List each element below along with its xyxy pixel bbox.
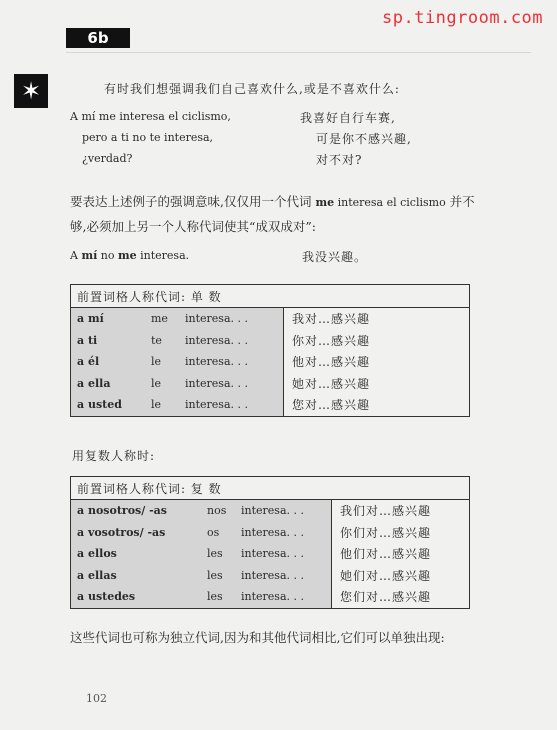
translation: 他对…感兴趣 [284, 351, 470, 373]
prep-pronoun: a ellos [71, 543, 208, 565]
plural-intro: 用复数人称时: [72, 449, 156, 463]
prep-pronoun: a ellas [71, 565, 208, 587]
table-row [71, 373, 470, 395]
example-es-line-3: ¿verdad? [82, 152, 133, 165]
verb: interesa. . . [185, 394, 284, 416]
table-row [71, 586, 470, 608]
singular-pronoun-table [70, 284, 470, 417]
verb: interesa. . . [241, 500, 332, 522]
object-pronoun: le [151, 394, 185, 416]
table-row [71, 330, 470, 352]
table-row [71, 500, 470, 522]
translation: 你对…感兴趣 [284, 330, 470, 352]
verb: interesa. . . [185, 351, 284, 373]
prep-pronoun: a nosotros/ -as [71, 500, 208, 522]
prep-pronoun: a ella [71, 373, 152, 395]
translation: 您对…感兴趣 [284, 394, 470, 416]
example-zh-line-1: 我喜好自行车赛, [300, 111, 396, 125]
table-row [71, 351, 470, 373]
object-pronoun: les [207, 543, 241, 565]
translation: 她对…感兴趣 [284, 373, 470, 395]
object-pronoun: os [207, 522, 241, 544]
verb: interesa. . . [185, 330, 284, 352]
object-pronoun: les [207, 565, 241, 587]
star-icon: ✶ [14, 74, 48, 108]
page-number: 102 [86, 692, 107, 705]
paragraph-text-1: 要表达上述例子的强调意味,仅仅用一个代词 [70, 194, 316, 209]
example2-rest: interesa. [136, 249, 190, 262]
translation: 我们对…感兴趣 [332, 500, 470, 522]
section-divider [66, 52, 531, 53]
verb: interesa. . . [185, 373, 284, 395]
verb: interesa. . . [241, 522, 332, 544]
object-pronoun: nos [207, 500, 241, 522]
section-tag: 6b [66, 28, 130, 48]
translation: 我对…感兴趣 [284, 308, 470, 330]
prep-pronoun: a ti [71, 330, 152, 352]
table-row [71, 308, 470, 330]
example-zh-line-2: 可是你不感兴趣, [316, 132, 412, 146]
example-es-line-2: pero a ti no te interesa, [82, 131, 214, 144]
verb: interesa. . . [241, 543, 332, 565]
prep-pronoun: a mí [71, 308, 152, 330]
plural-table-header: 前置词格人称代词: 复 数 [71, 477, 470, 500]
example2-es [70, 249, 189, 262]
verb: interesa. . . [185, 308, 284, 330]
singular-table-header: 前置词格人称代词: 单 数 [71, 285, 470, 308]
translation: 你们对…感兴趣 [332, 522, 470, 544]
example2-a: A [70, 249, 82, 262]
table-row [71, 522, 470, 544]
example2-zh: 我没兴趣。 [302, 250, 368, 264]
object-pronoun: me [151, 308, 185, 330]
prep-pronoun: a ustedes [71, 586, 208, 608]
verb: interesa. . . [241, 565, 332, 587]
verb: interesa. . . [241, 586, 332, 608]
prep-pronoun: a usted [71, 394, 152, 416]
intro-text: 有时我们想强调我们自己喜欢什么,或是不喜欢什么: [104, 82, 400, 96]
example-zh-line-3: 对不对? [316, 153, 363, 167]
object-pronoun: les [207, 586, 241, 608]
table-row [71, 394, 470, 416]
translation: 他们对…感兴趣 [332, 543, 470, 565]
table-row [71, 543, 470, 565]
closing-paragraph: 这些代词也可称为独立代词,因为和其他代词相比,它们可以单独出现: [70, 630, 445, 645]
prep-pronoun: a vosotros/ -as [71, 522, 208, 544]
watermark: sp.tingroom.com [382, 8, 544, 28]
paragraph-text-2: 并不够,必须加上另一个人称代词使其“成双成对”: [70, 194, 475, 234]
paragraph-me: me [315, 196, 335, 209]
example2-mi: mí [81, 249, 98, 262]
table-row [71, 565, 470, 587]
paragraph-interesa: interesa el ciclismo [334, 196, 446, 209]
object-pronoun: le [151, 351, 185, 373]
example2-me: me [117, 249, 137, 262]
prep-pronoun: a él [71, 351, 152, 373]
example-es-line-1: A mí me interesa el ciclismo, [70, 110, 231, 123]
translation: 您们对…感兴趣 [332, 586, 470, 608]
explanation-paragraph [70, 190, 480, 239]
translation: 她们对…感兴趣 [332, 565, 470, 587]
object-pronoun: le [151, 373, 185, 395]
example2-no: no [97, 249, 118, 262]
plural-pronoun-table [70, 476, 470, 609]
object-pronoun: te [151, 330, 185, 352]
